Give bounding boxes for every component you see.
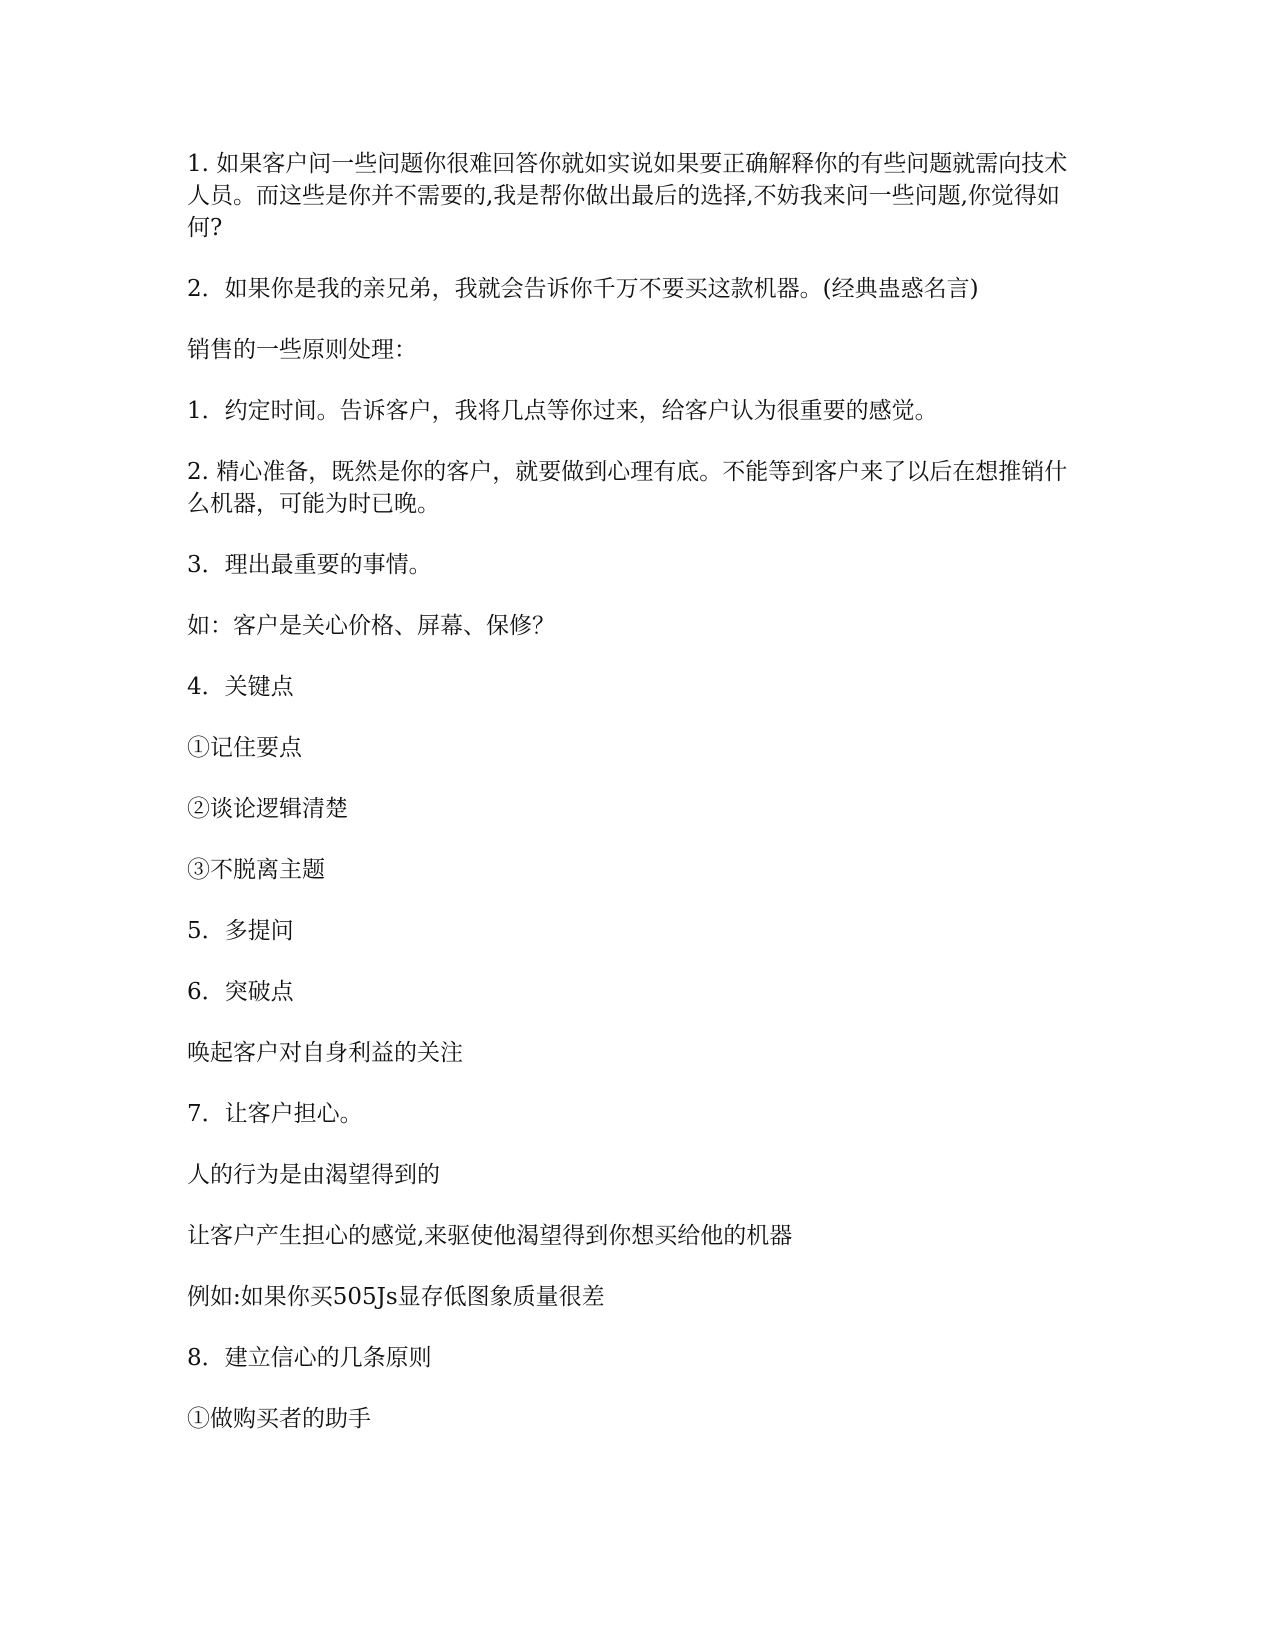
paragraph-6: 3．理出最重要的事情。 [187,552,432,578]
paragraph-14: 唤起客户对自身利益的关注 [187,1040,463,1066]
paragraph-18: 例如:如果你买505Js显存低图象质量很差 [187,1284,605,1310]
paragraph-16: 人的行为是由渴望得到的 [187,1162,440,1188]
paragraph-10: ②谈论逻辑清楚 [187,796,348,822]
paragraph-11: ③不脱离主题 [187,857,325,883]
paragraph-15: 7．让客户担心。 [187,1101,363,1127]
paragraph-4: 1．约定时间。告诉客户，我将几点等你过来，给客户认为很重要的感觉。 [187,398,938,424]
document-body [187,148,1087,1464]
paragraph-8: 4．关键点 [187,674,294,700]
paragraph-20: ①做购买者的助手 [187,1406,371,1432]
paragraph-9: ①记住要点 [187,735,302,761]
paragraph-3: 销售的一些原则处理： [187,337,417,363]
paragraph-12: 5．多提问 [187,918,294,944]
paragraph-19: 8．建立信心的几条原则 [187,1345,432,1371]
paragraph-1: 1. 如果客户问一些问题你很难回答你就如实说如果要正确解释你的有些问题就需向技术人员。而这些是你并不需要的,我是帮你做出最后的选择,不妨我来问一些问题,你觉得如何? [187,151,1068,241]
paragraph-2: 2．如果你是我的亲兄弟，我就会告诉你千万不要买这款机器。(经典蛊惑名言) [187,276,979,302]
paragraph-5: 2. 精心准备，既然是你的客户，就要做到心理有底。不能等到客户来了以后在想推销什么机器，可能为时已晚。 [187,459,1068,517]
paragraph-7: 如：客户是关心价格、屏幕、保修？ [187,613,555,639]
paragraph-17: 让客户产生担心的感觉,来驱使他渴望得到你想买给他的机器 [187,1223,793,1249]
paragraph-13: 6．突破点 [187,979,294,1005]
